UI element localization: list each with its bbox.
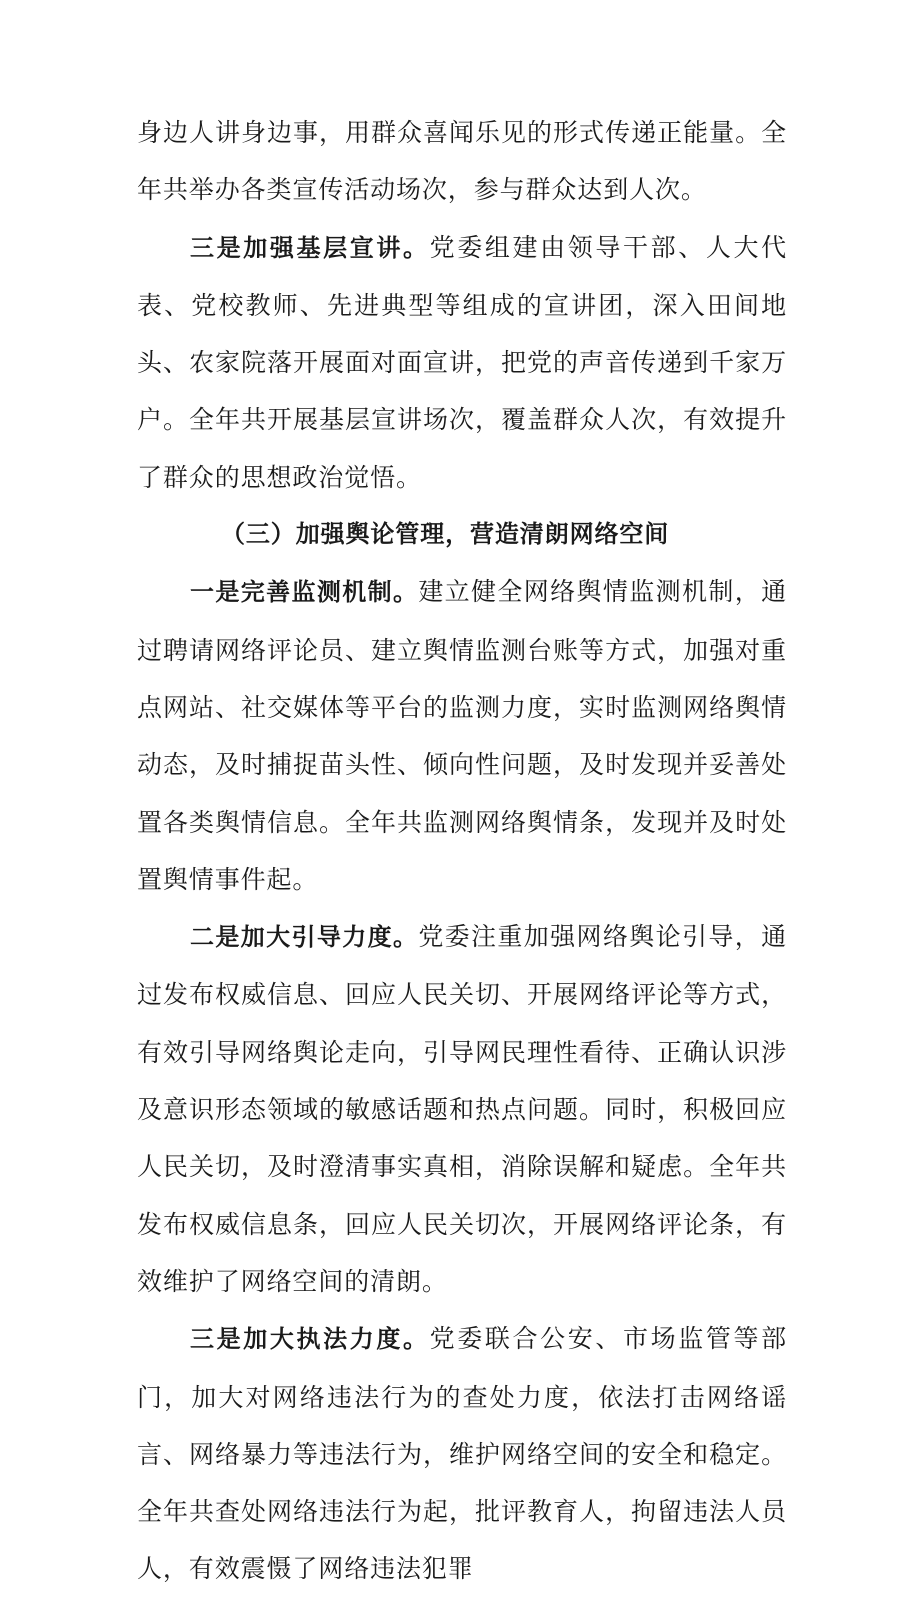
paragraph-text: 党委组建由领导干部、人大代表、党校教师、先进典型等组成的宣讲团，深入田间地头、农家院落开展面对面宣讲，把党的声音传递到千家万户。全年共开展基层宣讲场次，覆盖群众人次，有效提升了群众的思想政治觉悟。: [137, 232, 787, 492]
section-heading: （三）加强舆论管理，营造清朗网络空间: [221, 520, 670, 549]
paragraph-lead: 三是加大执法力度。: [190, 1325, 430, 1354]
paragraph-lead: 一是完善监测机制。: [190, 578, 419, 607]
paragraph-text: 身边人讲身边事，用群众喜闻乐见的形式传递正能量。全年共举办各类宣传活动场次，参与群众达到人次。: [137, 118, 787, 205]
paragraph-guidance: [137, 908, 787, 1310]
paragraph-law-enforcement: [137, 1310, 787, 1597]
document-body: [137, 104, 787, 1598]
paragraph-grassroots-lectures: [137, 219, 787, 506]
paragraph-lead: 二是加大引导力度。: [190, 923, 419, 952]
paragraph-text: 建立健全网络舆情监测机制，通过聘请网络评论员、建立舆情监测台账等方式，加强对重点网站、社交媒体等平台的监测力度，实时监测网络舆情动态，及时捕捉苗头性、倾向性问题，及时发现并妥善处置各类舆情信息。全年共监测网络舆情条，发现并及时处置舆情事件起。: [137, 577, 787, 894]
paragraph-lead: 三是加强基层宣讲。: [190, 233, 430, 262]
paragraph-propaganda-activities: [137, 104, 787, 219]
paragraph-text: 党委注重加强网络舆论引导，通过发布权威信息、回应人民关切、开展网络评论等方式，有效引导网络舆论走向，引导网民理性看待、正确认识涉及意识形态领域的敏感话题和热点问题。同时，积极回应人民关切，及时澄清事实真相，消除误解和疑虑。全年共发布权威信息条，回应人民关切次，开展网络评论条，有效维护了网络空间的清朗。: [137, 922, 787, 1296]
paragraph-monitoring-mechanism: [137, 563, 787, 908]
paragraph-text: 党委联合公安、市场监管等部门，加大对网络违法行为的查处力度，依法打击网络谣言、网络暴力等违法行为，维护网络空间的安全和稳定。全年共查处网络违法行为起，批评教育人，拘留违法人员人，有效震慑了网络违法犯罪: [137, 1324, 787, 1584]
